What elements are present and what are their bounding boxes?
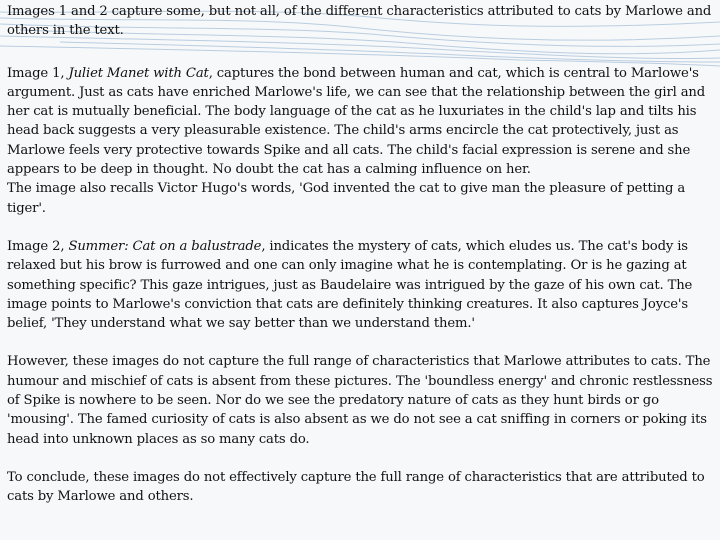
intro-paragraph: Images 1 and 2 capture some, but not all, of the different characteristics attributed to cats by Marlowe and others in the text. [7,4,712,39]
image2-body: , indicates the mystery of cats, which eludes us. The cat's body is relaxed but his brow is furrowed and one can only imagine what he is contemplating. Or is he gazing at something specific? This gaze intrigues, just as Baudelaire was intrigued by the gaze of his own cat. The image points to Marlowe's conviction that cats are definitely thinking creatures. It also captures Joyce's belief, 'They understand what we say better than we understand them.' [7,238,693,332]
image1-lead: Image 1, [7,65,69,81]
image1-title: Juliet Manet with Cat [68,65,209,81]
paragraph-gap [7,218,715,237]
image2-lead: Image 2, [7,238,69,254]
however-paragraph: However, these images do not capture the full range of characteristics that Marlowe attributes to cats. The humour and mischief of cats is absent from these pictures. The 'boundless energy' and chronic restlessness of Spike is nowhere to be seen. Nor do we see the predatory nature of cats as they hunt birds or go 'mousing'. The famed curiosity of cats is also absent as we do not see a cat sniffing in corners or poking its head into unknown places as so many cats do. [7,354,713,447]
hugo-quote-paragraph: The image also recalls Victor Hugo's words, 'God invented the cat to give man the pleasure of petting a tiger'. [7,181,686,216]
paragraph-gap [7,449,715,468]
image2-paragraph [7,237,715,333]
document-body [7,2,715,507]
image1-body: , captures the bond between human and cat, which is central to Marlowe's argument. Just as cats have enriched Marlowe's life, we can see that the relationship between the girl and her cat is mutually beneficial. The body language of the cat as he luxuriates in the child's lap and tilts his head back suggests a very pleasurable existence. The child's arms encircle the cat protectively, just as Marlowe feels very protective towards Spike and all cats. The child's facial expression is serene and she appears to be deep in thought. No doubt the cat has a calming influence on her. [7,65,706,178]
image2-title: Summer: Cat on a balustrade [68,238,262,254]
conclusion-paragraph: To conclude, these images do not effectively capture the full range of characteristics that are attributed to cats by Marlowe and others. [7,469,705,505]
image1-paragraph [7,64,715,180]
paragraph-gap [7,333,715,352]
